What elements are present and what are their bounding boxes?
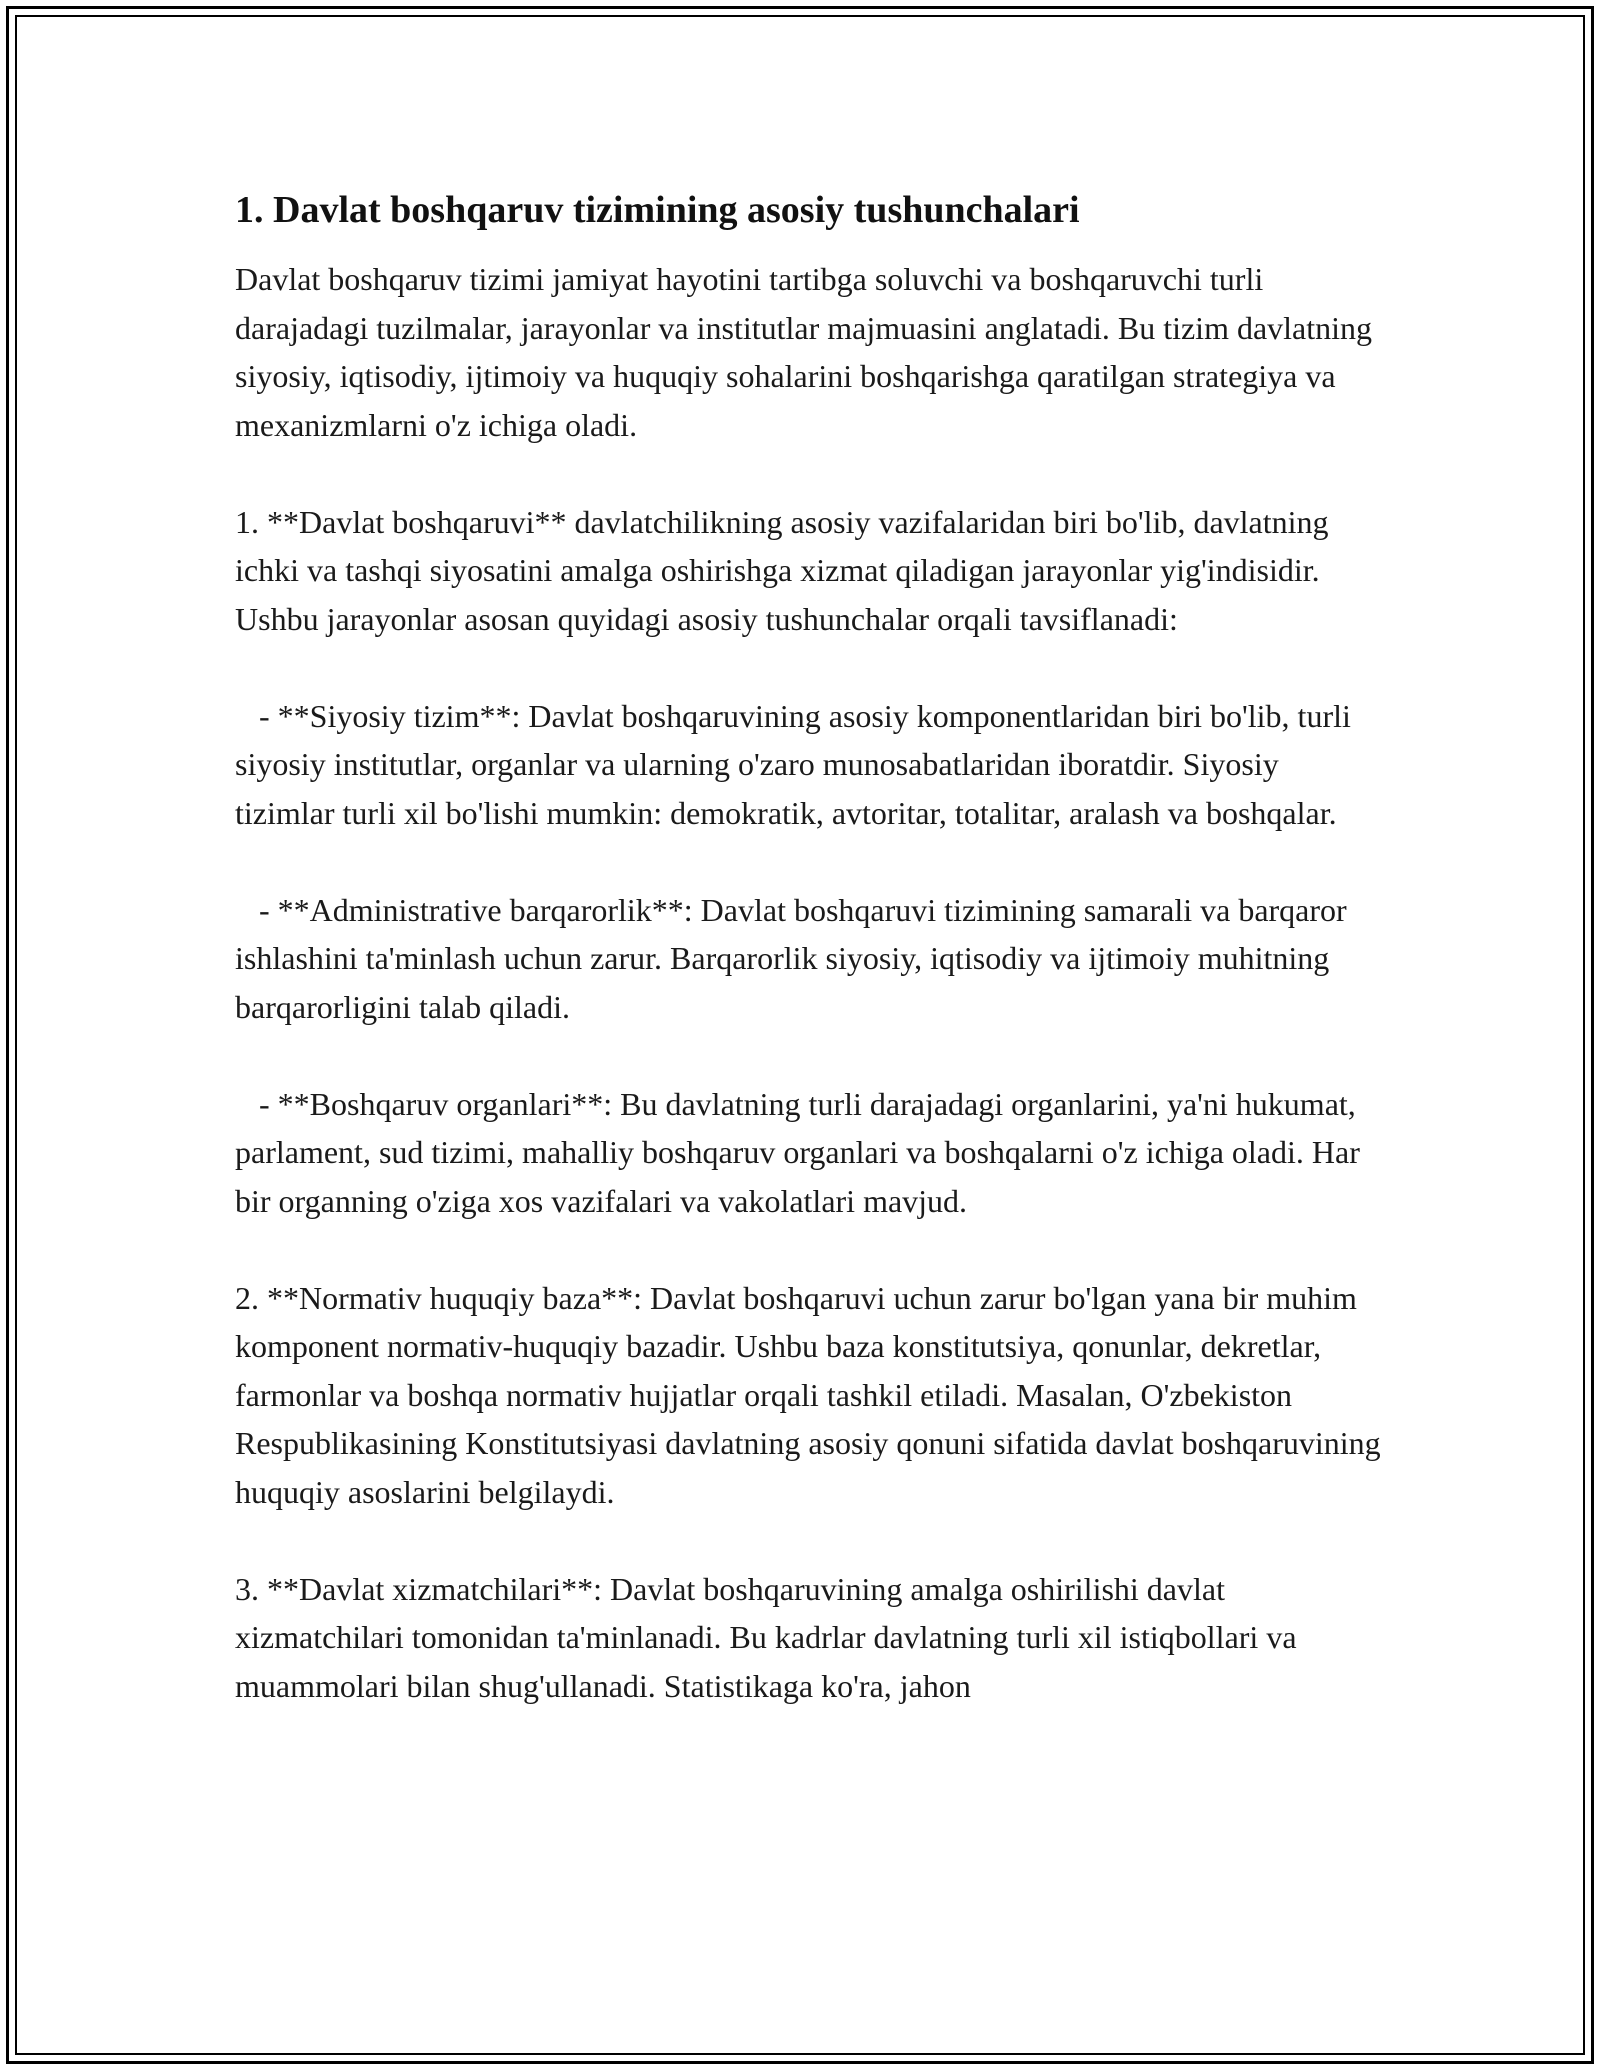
document-body [235, 185, 1389, 1759]
paragraph-boshqaruv-organlari: - **Boshqaruv organlari**: Bu davlatning turli darajadagi organlarini, ya'ni hukumat, parlament, sud tizimi, mahalliy boshqaruv organlari va boshqalarni o'z ichiga oladi. Har bir organning o'ziga xos vazifalari va vakolatlari mavjud. [235, 1085, 1368, 1219]
paragraph-point-2: 2. **Normativ huquqiy baza**: Davlat boshqaruvi uchun zarur bo'lgan yana bir muhim komponent normativ-huquqiy bazadir. Ushbu baza konstitutsiya, qonunlar, dekretlar, farmonlar va boshqa normativ hujjatlar orqali tashkil etiladi. Masalan, O'zbekiston Respublikasining Konstitutsiyasi davlatning asosiy qonuni sifatida davlat boshqaruvining huquqiy asoslarini belgilaydi. [235, 1279, 1389, 1510]
paragraph-administrative-barqarorlik: - **Administrative barqarorlik**: Davlat boshqaruvi tizimining samarali va barqaror ishlashini ta'minlash uchun zarur. Barqarorlik siyosiy, iqtisodiy va ijtimoiy muhitning barqarorligini talab qiladi. [235, 891, 1355, 1025]
section-heading: 1. Davlat boshqaruv tizimining asosiy tushunchalari [235, 189, 1080, 231]
paragraph-intro: Davlat boshqaruv tizimi jamiyat hayotini tartibga soluvchi va boshqaruvchi turli darajadagi tuzilmalar, jarayonlar va institutlar majmuasini anglatadi. Bu tizim davlatning siyosiy, iqtisodiy, ijtimoiy va huquqiy sohalarini boshqarishga qaratilgan strategiya va mexanizmlarni o'z ichiga oladi. [235, 261, 1381, 443]
paragraph-point-3: 3. **Davlat xizmatchilari**: Davlat boshqaruvining amalga oshirilishi davlat xizmatchilari tomonidan ta'minlanadi. Bu kadrlar davlatning turli xil istiqbollari va muammolari bilan shug'ullanadi. Statistikaga ko'ra, jahon [235, 1570, 1305, 1704]
paragraph-siyosiy-tizim: - **Siyosiy tizim**: Davlat boshqaruvining asosiy komponentlaridan biri bo'lib, turli siyosiy institutlar, organlar va ularning o'zaro munosabatlaridan iboratdir. Siyosiy tizimlar turli xil bo'lishi mumkin: demokratik, avtoritar, totalitar, aralash va boshqalar. [235, 697, 1359, 831]
paragraph-point-1: 1. **Davlat boshqaruvi** davlatchilikning asosiy vazifalaridan biri bo'lib, davlatning ichki va tashqi siyosatini amalga oshirishga xizmat qiladigan jarayonlar yig'indisidir. Ushbu jarayonlar asosan quyidagi asosiy tushunchalar orqali tavsiflanadi: [235, 503, 1337, 637]
